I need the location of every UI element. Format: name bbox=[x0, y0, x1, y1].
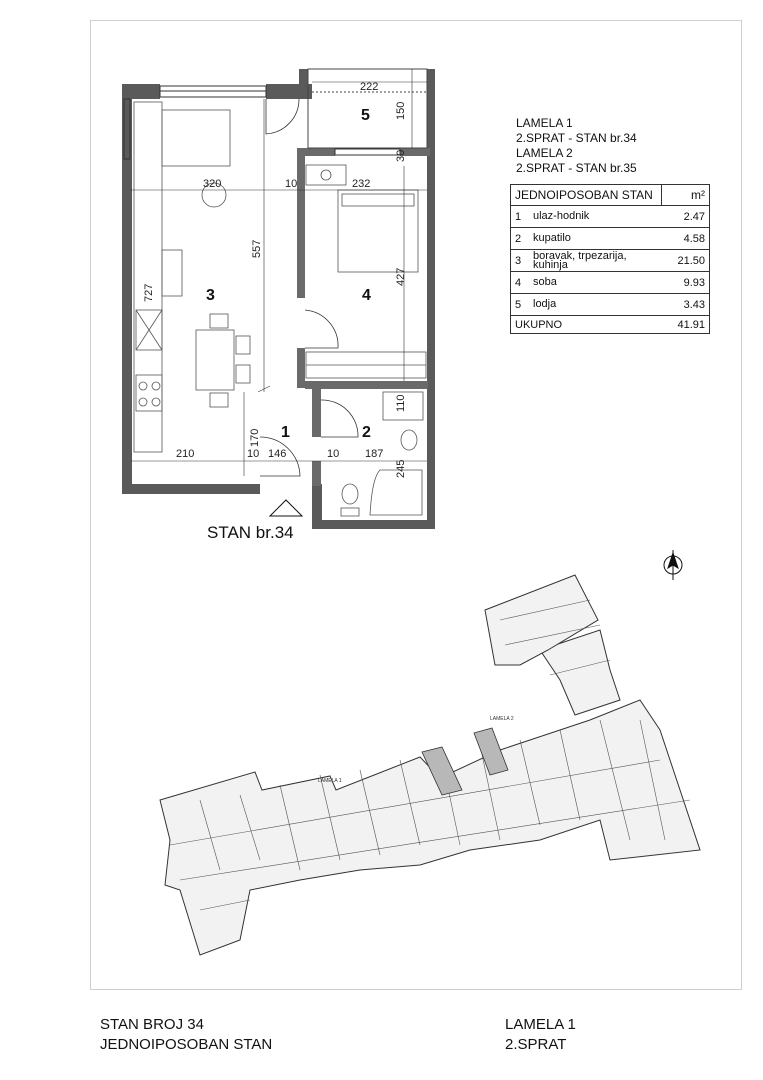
footer-apartment-number: STAN BROJ 34 bbox=[100, 1016, 204, 1033]
kitchen-counter bbox=[134, 102, 230, 452]
legend-line-1: LAMELA 1 bbox=[516, 116, 573, 130]
total-label: UKUPNO bbox=[511, 316, 662, 334]
dim-10c: 10 bbox=[327, 448, 340, 460]
row-name: boravak, trpezarija, kuhinja bbox=[529, 250, 661, 272]
area-table-title: JEDNOIPOSOBAN STAN bbox=[511, 185, 662, 206]
dim-245: 245 bbox=[395, 459, 407, 478]
table-row bbox=[511, 250, 710, 272]
area-table bbox=[510, 184, 710, 334]
dim-110: 110 bbox=[395, 394, 407, 412]
site-lamela-1-label: LAMELA 1 bbox=[318, 778, 342, 784]
site-plan bbox=[160, 575, 700, 955]
row-num: 2 bbox=[511, 228, 530, 250]
room-number-5: 5 bbox=[361, 107, 370, 124]
row-num: 3 bbox=[511, 250, 530, 272]
site-lamela-2-label: LAMELA 2 bbox=[490, 716, 514, 722]
room-number-1: 1 bbox=[281, 424, 290, 441]
total-row bbox=[511, 316, 710, 334]
dim-30: 30 bbox=[395, 149, 407, 162]
dim-210: 210 bbox=[176, 448, 195, 460]
room-number-4: 4 bbox=[362, 287, 371, 304]
row-num: 5 bbox=[511, 294, 530, 316]
area-table-unit: m² bbox=[661, 185, 710, 206]
row-area: 2.47 bbox=[661, 206, 710, 228]
area-table-header bbox=[511, 185, 710, 206]
entrance-triangle-icon bbox=[270, 500, 302, 516]
table-row bbox=[511, 206, 710, 228]
row-area: 21.50 bbox=[661, 250, 710, 272]
footer-apartment-type: JEDNOIPOSOBAN STAN bbox=[100, 1036, 273, 1053]
room-number-2: 2 bbox=[362, 424, 371, 441]
apartment-label: STAN br.34 bbox=[207, 523, 294, 542]
total-value: 41.91 bbox=[661, 316, 710, 334]
dim-320: 320 bbox=[203, 178, 222, 190]
table-row bbox=[511, 272, 710, 294]
dim-146: 146 bbox=[268, 448, 287, 460]
dim-557: 557 bbox=[251, 239, 263, 258]
lamela-legend bbox=[516, 116, 637, 176]
dim-170: 170 bbox=[249, 428, 261, 447]
dining-table bbox=[196, 183, 250, 407]
row-name: kupatilo bbox=[529, 228, 661, 250]
row-area: 3.43 bbox=[661, 294, 710, 316]
north-arrow-icon bbox=[664, 550, 682, 580]
row-name: lodja bbox=[529, 294, 661, 316]
footer-floor: 2.SPRAT bbox=[505, 1036, 567, 1053]
row-area: 4.58 bbox=[661, 228, 710, 250]
row-name: soba bbox=[529, 272, 661, 294]
dim-222: 222 bbox=[360, 81, 379, 93]
dimension-lines bbox=[130, 69, 427, 476]
legend-line-4: 2.SPRAT - STAN br.35 bbox=[516, 161, 637, 175]
dim-232: 232 bbox=[352, 178, 371, 190]
footer-lamela: LAMELA 1 bbox=[505, 1016, 576, 1033]
dim-10a: 10 bbox=[285, 178, 298, 190]
dim-187: 187 bbox=[365, 448, 384, 460]
row-name: ulaz-hodnik bbox=[529, 206, 661, 228]
table-row bbox=[511, 228, 710, 250]
row-area: 9.93 bbox=[661, 272, 710, 294]
wardrobe bbox=[306, 352, 426, 378]
footer-right bbox=[505, 1015, 576, 1055]
legend-line-3: LAMELA 2 bbox=[516, 146, 573, 160]
dim-727: 727 bbox=[143, 283, 155, 302]
legend-line-2: 2.SPRAT - STAN br.34 bbox=[516, 131, 637, 145]
dim-427: 427 bbox=[395, 267, 407, 286]
row-num: 4 bbox=[511, 272, 530, 294]
row-num: 1 bbox=[511, 206, 530, 228]
dim-150: 150 bbox=[395, 101, 407, 120]
table-row bbox=[511, 294, 710, 316]
dim-10b: 10 bbox=[247, 448, 260, 460]
exterior-walls bbox=[122, 69, 435, 529]
footer-left bbox=[100, 1015, 272, 1055]
room-number-3: 3 bbox=[206, 287, 215, 304]
